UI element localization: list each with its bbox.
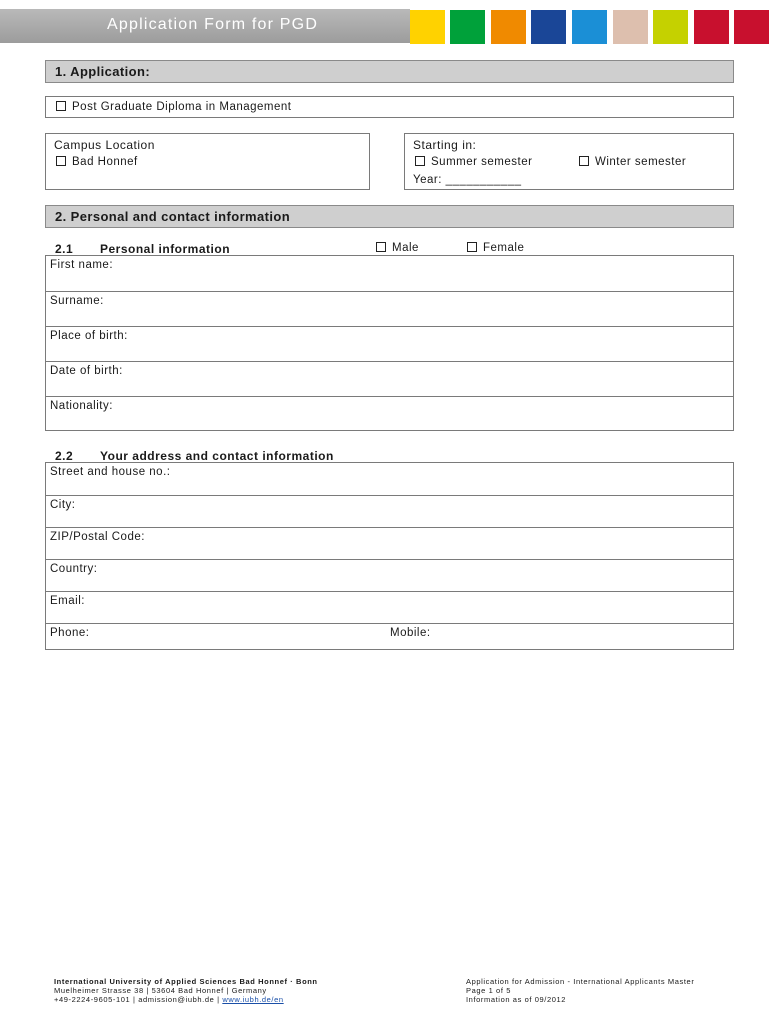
checkbox-icon[interactable] (376, 242, 386, 252)
program-option[interactable]: Post Graduate Diploma in Management (56, 101, 292, 113)
first-name-label: First name: (50, 259, 114, 271)
footer-address: Muelheimer Strasse 38 | 53604 Bad Honnef | Germany (54, 986, 267, 995)
program-box (45, 96, 734, 118)
winter-semester-option[interactable]: Winter semester (579, 156, 686, 168)
section-2-header (45, 205, 734, 228)
personal-info-table (45, 255, 734, 431)
footer-left (54, 977, 318, 1004)
first-name-row[interactable] (46, 256, 733, 291)
address-table (45, 462, 734, 650)
footer-contact: +49-2224-9605-101 | admission@iubh.de | (54, 995, 223, 1004)
form-title: Application Form for PGD (107, 16, 319, 33)
phone-label: Phone: (50, 627, 90, 639)
footer-page: Page 1 of 5 (466, 986, 511, 995)
campus-box (45, 133, 370, 190)
gender-female-option[interactable]: Female (467, 242, 524, 254)
color-swatch-navy (531, 10, 566, 44)
phone-row[interactable] (46, 623, 733, 649)
footer-doc-title: Application for Admission - International Applicants Master (466, 977, 695, 986)
city-label: City: (50, 499, 76, 511)
section-1-header (45, 60, 734, 83)
country-row[interactable] (46, 559, 733, 591)
color-swatch-blue (572, 10, 607, 44)
email-row[interactable] (46, 591, 733, 623)
street-row[interactable] (46, 463, 733, 495)
country-label: Country: (50, 563, 98, 575)
footer-right (466, 977, 694, 1004)
checkbox-icon[interactable] (467, 242, 477, 252)
subsection-2-2-number: 2.2 (55, 449, 74, 463)
campus-label: Campus Location (54, 138, 155, 152)
footer-contact-line (54, 995, 318, 1004)
color-swatch-green (450, 10, 485, 44)
city-row[interactable] (46, 495, 733, 527)
surname-row[interactable] (46, 291, 733, 326)
mobile-label: Mobile: (390, 627, 431, 639)
color-swatch-red-2 (734, 10, 769, 44)
color-swatch-orange (491, 10, 526, 44)
color-swatch-yellow (410, 10, 445, 44)
year-field[interactable]: Year: ___________ (413, 174, 522, 186)
email-label: Email: (50, 595, 85, 607)
subsection-2-2-title: Your address and contact information (100, 449, 334, 463)
zip-label: ZIP/Postal Code: (50, 531, 145, 543)
street-label: Street and house no.: (50, 466, 171, 478)
footer-info-date: Information as of 09/2012 (466, 995, 567, 1004)
subsection-2-1-title: Personal information (100, 242, 231, 256)
gender-male-option[interactable]: Male (376, 242, 419, 254)
summer-semester-option[interactable]: Summer semester (415, 156, 532, 168)
section-1-title: 1. Application: (55, 64, 151, 79)
section-2-title: 2. Personal and contact information (55, 209, 291, 224)
checkbox-icon[interactable] (56, 156, 66, 166)
color-swatch-red (694, 10, 729, 44)
footer-org-name: International University of Applied Sciences Bad Honnef · Bonn (54, 977, 318, 986)
color-swatch-beige (613, 10, 648, 44)
place-of-birth-label: Place of birth: (50, 330, 128, 342)
color-swatch-lime (653, 10, 688, 44)
nationality-label: Nationality: (50, 400, 113, 412)
checkbox-icon[interactable] (56, 101, 66, 111)
surname-label: Surname: (50, 295, 104, 307)
campus-option-bad-honnef[interactable]: Bad Honnef (56, 156, 138, 168)
starting-label: Starting in: (413, 138, 477, 152)
date-of-birth-row[interactable] (46, 361, 733, 396)
nationality-row[interactable] (46, 396, 733, 430)
zip-row[interactable] (46, 527, 733, 559)
checkbox-icon[interactable] (579, 156, 589, 166)
footer-website-link[interactable]: www.iubh.de/en (222, 995, 284, 1004)
subsection-2-1-number: 2.1 (55, 242, 74, 256)
date-of-birth-label: Date of birth: (50, 365, 123, 377)
checkbox-icon[interactable] (415, 156, 425, 166)
place-of-birth-row[interactable] (46, 326, 733, 361)
starting-box (404, 133, 734, 190)
